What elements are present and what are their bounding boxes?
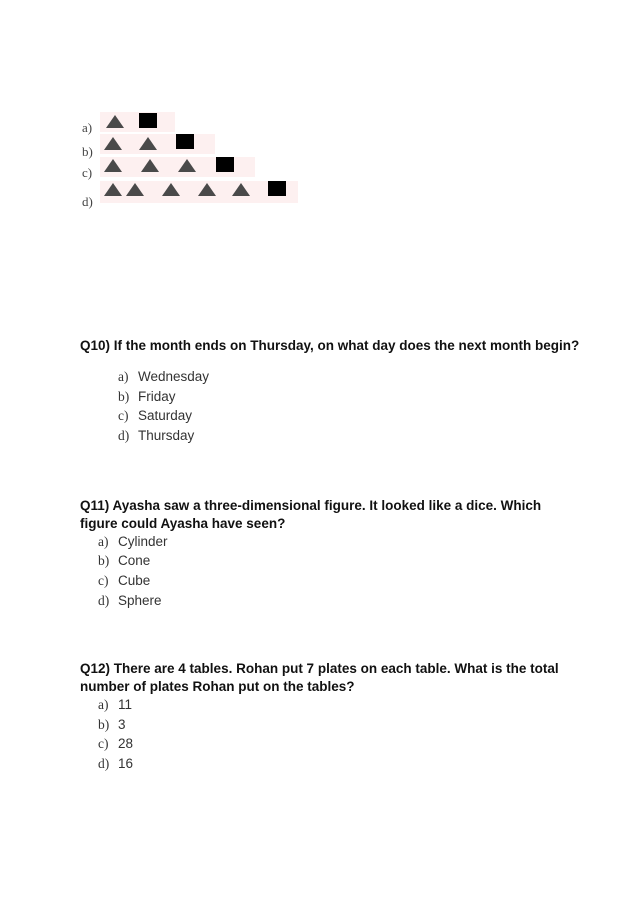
q10-option-d (118, 428, 194, 444)
option-letter: b) (98, 553, 110, 568)
triangle-icon (126, 183, 144, 196)
option-text: Cube (118, 573, 151, 588)
option-text: Sphere (118, 593, 162, 608)
q11-option-b (98, 553, 150, 569)
option-letter: a) (82, 120, 93, 135)
option-letter: c) (82, 165, 93, 180)
option-letter: b) (118, 389, 130, 404)
option-letter: b) (82, 144, 93, 159)
triangle-icon (232, 183, 250, 196)
triangle-icon (198, 183, 216, 196)
question-q12: Q12) There are 4 tables. Rohan put 7 plates on each table. What is the total number of plates Rohan put on the tables? (80, 661, 559, 694)
q10-option-c (118, 408, 192, 424)
square-icon (139, 113, 157, 128)
option-text: 3 (118, 717, 126, 732)
option-text: 16 (118, 756, 134, 771)
option-text: Cone (118, 553, 151, 568)
triangle-icon (104, 183, 122, 196)
option-text: Thursday (138, 428, 195, 443)
triangle-icon (178, 159, 196, 172)
option-letter: d) (98, 756, 110, 771)
option-letter: a) (98, 697, 109, 712)
triangle-icon (162, 183, 180, 196)
square-icon (268, 181, 286, 196)
square-icon (176, 134, 194, 149)
triangle-icon (141, 159, 159, 172)
q11-option-a (98, 534, 168, 550)
option-text: Friday (138, 389, 176, 404)
square-icon (216, 157, 234, 172)
q12-option-d (98, 756, 133, 772)
q12-option-b (98, 717, 126, 733)
triangle-icon (106, 115, 124, 128)
option-text: Wednesday (138, 369, 210, 384)
q10-option-a (118, 369, 209, 385)
option-letter: d) (98, 593, 110, 608)
option-text: Saturday (138, 408, 193, 423)
q12-option-a (98, 697, 132, 713)
option-text: 28 (118, 736, 134, 751)
option-letter: c) (98, 573, 109, 588)
option-letter: d) (82, 194, 93, 209)
q10-option-b (118, 389, 176, 405)
q11-option-c (98, 573, 150, 589)
question-q10: Q10) If the month ends on Thursday, on what day does the next month begin? (80, 338, 580, 353)
triangle-icon (104, 159, 122, 172)
question-q11: Q11) Ayasha saw a three-dimensional figure. It looked like a dice. Which figure could Ayasha have seen? (80, 498, 542, 531)
q11-option-d (98, 593, 162, 609)
option-text: Cylinder (118, 534, 168, 549)
option-letter: b) (98, 717, 110, 732)
option-letter: a) (118, 369, 129, 384)
option-text: 11 (118, 697, 133, 712)
option-letter: d) (118, 428, 130, 443)
option-letter: c) (98, 736, 109, 751)
triangle-icon (139, 137, 157, 150)
option-letter: c) (118, 408, 129, 423)
triangle-icon (104, 137, 122, 150)
q12-option-c (98, 736, 133, 752)
option-letter: a) (98, 534, 109, 549)
